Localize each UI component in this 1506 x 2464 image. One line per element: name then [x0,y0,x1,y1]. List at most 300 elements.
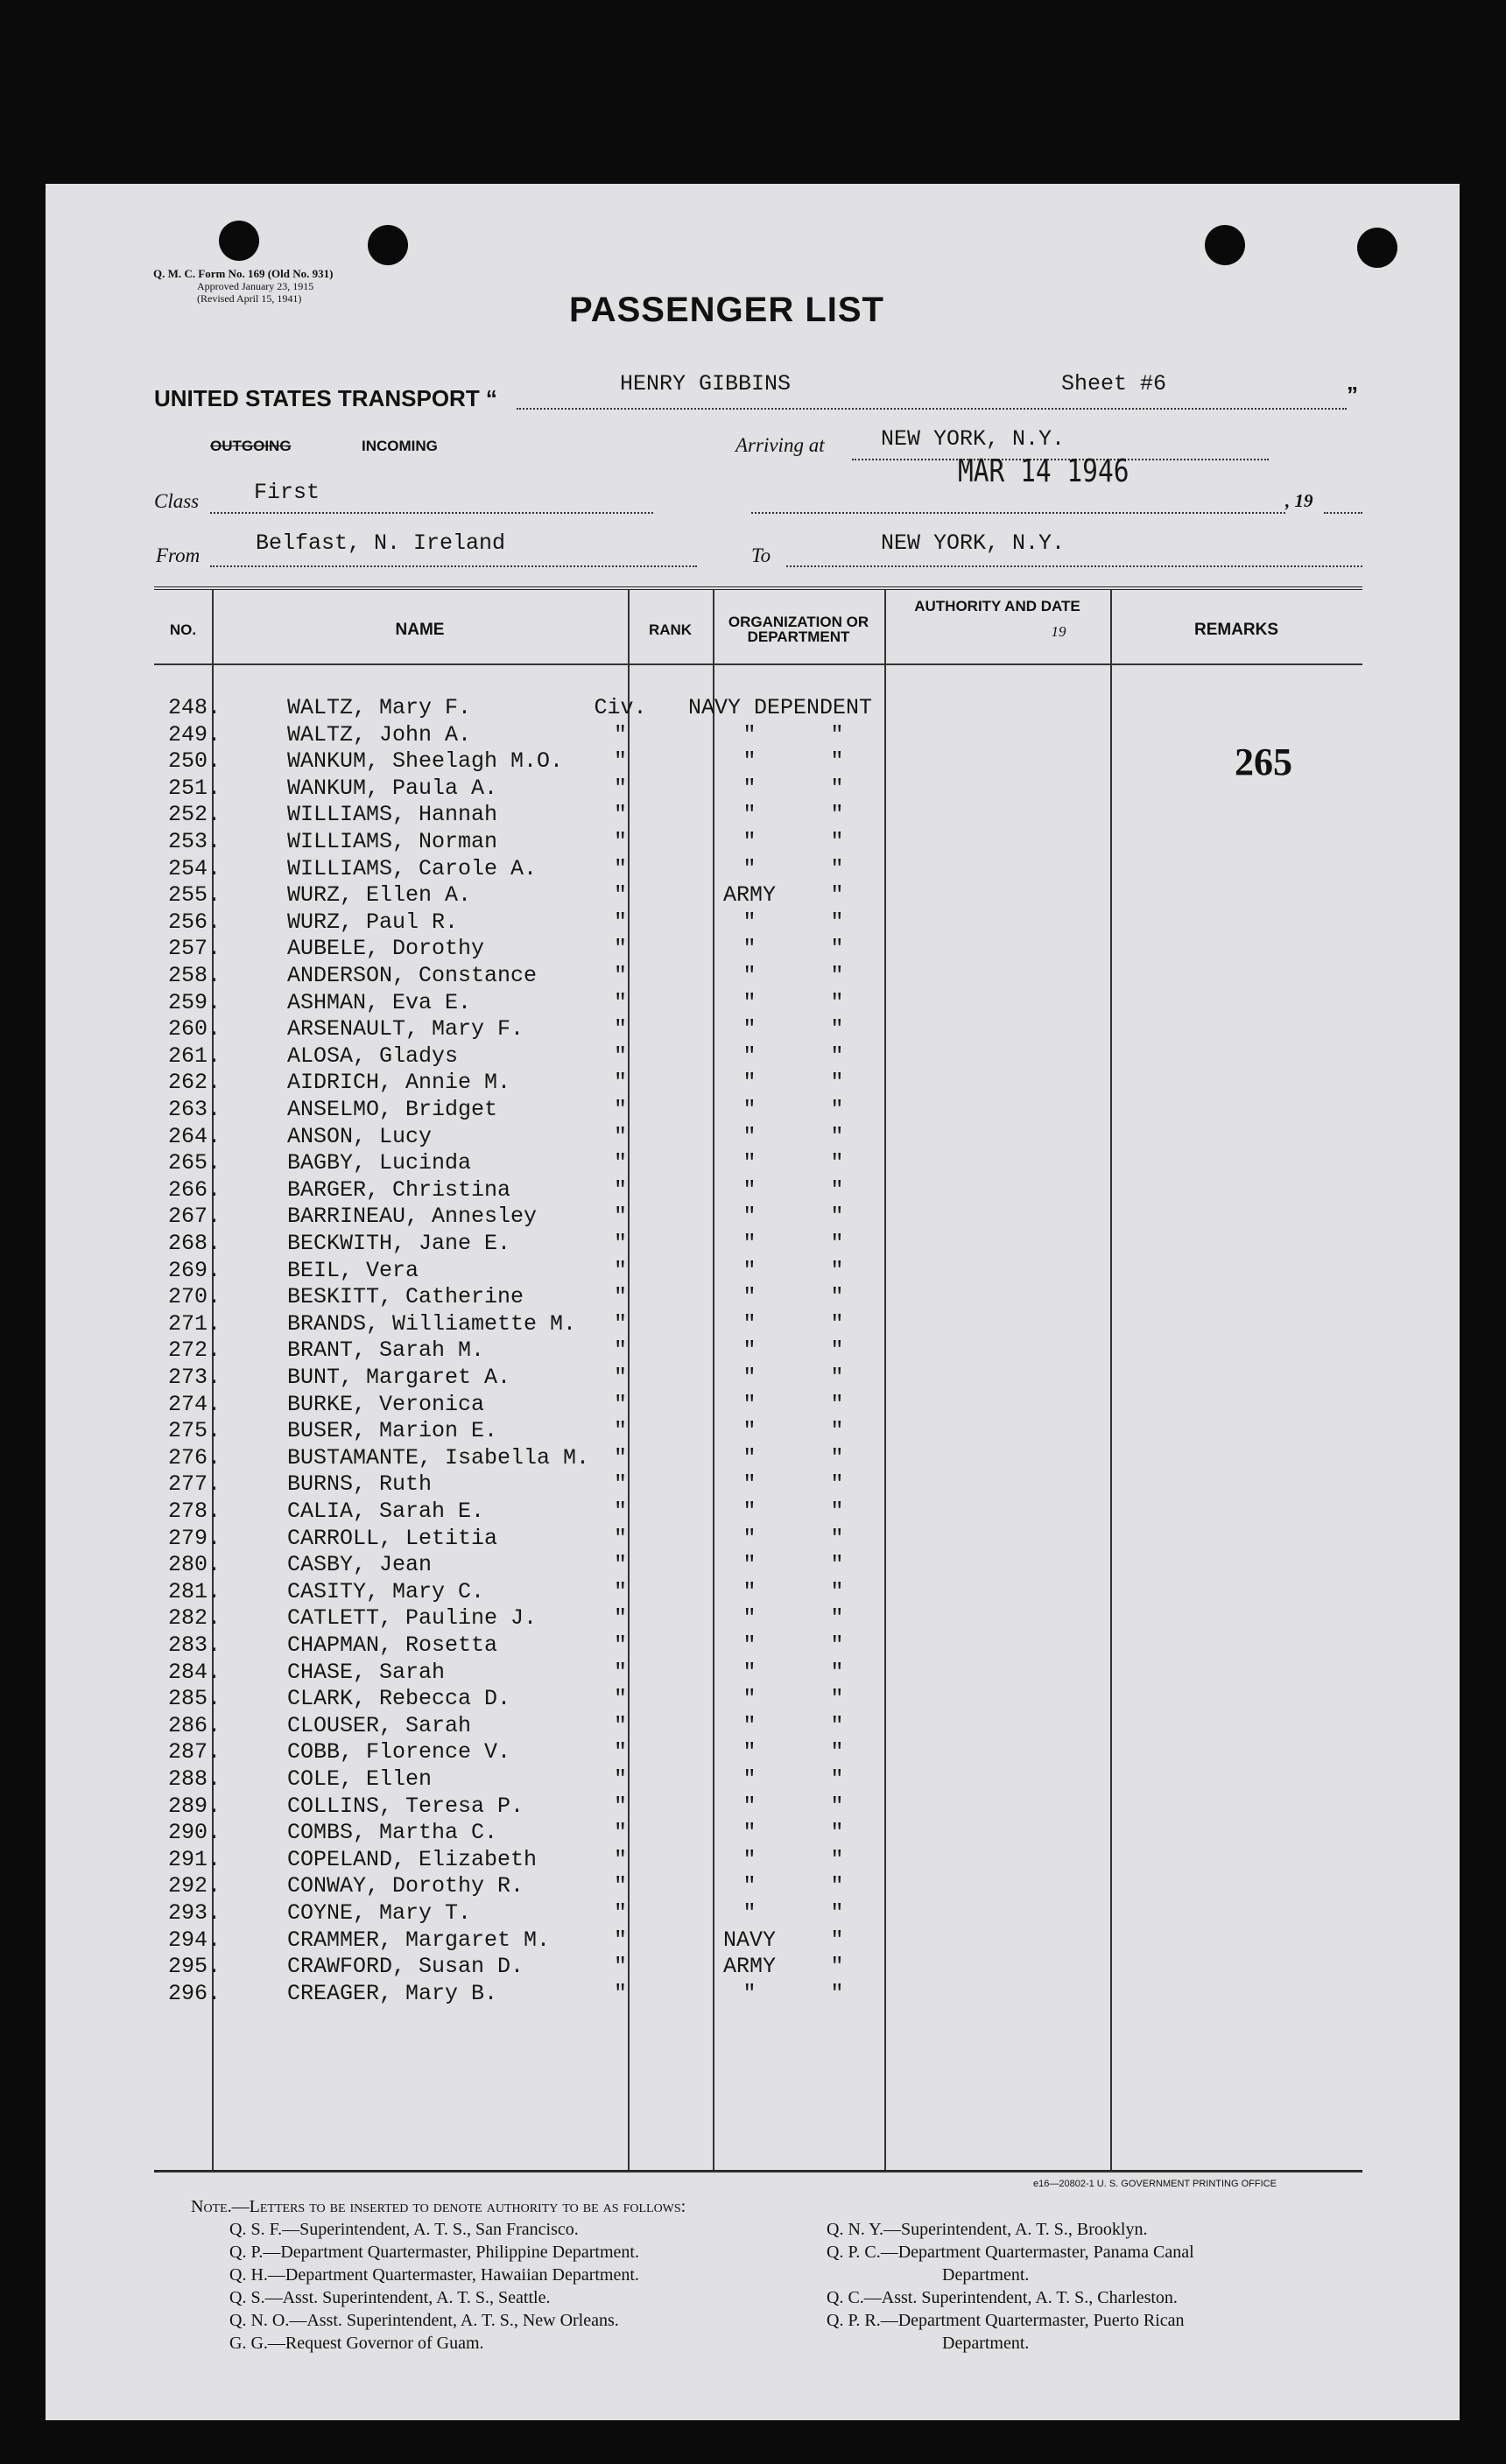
note-line: Q. P. R.—Department Quartermaster, Puerto Rican [827,2311,1185,2330]
passenger-number: 291. [167,1846,221,1872]
ship-name: HENRY GIBBINS [620,371,792,397]
note-line: G. G.—Request Governor of Guam. [229,2334,484,2353]
passenger-number: 259. [167,989,221,1015]
table-row [154,990,1362,1016]
passenger-number: 277. [167,1471,221,1498]
passenger-number: 274. [167,1391,221,1417]
passenger-rank: " [613,1042,627,1069]
passenger-rank: " [613,1632,627,1658]
passenger-name: WALTZ, Mary F. [287,695,472,720]
table-row [154,1766,1362,1793]
column-header-remarks: REMARKS [1193,620,1279,639]
punch-hole-icon [1357,228,1397,268]
column-header-no: NO. [169,621,197,638]
passenger-name: BRANT, Sarah M. [287,1337,485,1364]
outgoing-label: OUTGOING [210,438,292,454]
passenger-number: 258. [167,963,221,988]
passenger-rank: " [613,1846,627,1872]
passenger-department-ditto: " [830,748,844,775]
passenger-rank: " [613,1471,627,1498]
passenger-name: WALTZ, John A. [287,721,472,748]
table-row [154,1204,1362,1230]
table-row [154,1954,1362,1980]
passenger-name: CRAMMER, Margaret M. [287,1927,551,1953]
passenger-department-ditto: " [830,936,844,962]
form-number: Q. M. C. Form No. 169 (Old No. 931) Approved January 23, 1915 (Revised April 15, 1941) [153,267,334,305]
table-row [154,829,1362,855]
passenger-number: 253. [167,829,221,854]
passenger-number: 265. [167,1150,221,1176]
passenger-department-ditto: " [830,1310,844,1337]
passenger-number: 255. [167,882,221,909]
table-row [154,1365,1362,1391]
passenger-organization: " [742,1257,757,1283]
passenger-name: CRAWFORD, Susan D. [287,1954,524,1980]
passenger-organization: " [742,775,757,801]
table-row [154,1713,1362,1739]
passenger-table [154,586,1362,2173]
authority-label: AUTHORITY AND DATE [914,598,1080,614]
passenger-number: 294. [167,1927,221,1953]
passenger-name: CHAPMAN, Rosetta [287,1632,498,1658]
passenger-name: CHASE, Sarah [287,1659,446,1685]
passenger-name: ANDERSON, Constance [287,963,538,988]
table-row [154,1873,1362,1899]
notes-lead: Note.—Letters to be inserted to denote authority to be as follows: [191,2197,686,2216]
passenger-number: 267. [167,1204,221,1230]
to-line [786,565,1362,567]
passenger-department-ditto: " [830,989,844,1015]
passenger-department-ditto: " [830,1686,844,1712]
passenger-organization: " [742,1042,757,1069]
passenger-department-ditto: " [830,909,844,935]
passenger-name: WANKUM, Sheelagh M.O. [287,748,564,775]
passenger-rank: " [613,748,627,775]
passenger-number: 293. [167,1900,221,1926]
passenger-rank: " [613,1927,627,1953]
passenger-rank: " [613,1766,627,1792]
passenger-name: WURZ, Paul R. [287,909,459,935]
passenger-department-ditto: " [830,1150,844,1176]
table-row [154,1820,1362,1846]
passenger-department-ditto: " [830,1365,844,1390]
passenger-rank: " [613,721,627,748]
passenger-rank: " [613,1204,627,1230]
table-row [154,936,1362,962]
passenger-number: 279. [167,1525,221,1551]
passenger-rank: " [613,1552,627,1578]
table-row [154,1043,1362,1070]
passenger-number: 268. [167,1231,221,1256]
passenger-number: 251. [167,775,221,801]
table-row [154,1847,1362,1873]
passenger-name: BURNS, Ruth [287,1471,433,1498]
passenger-name: COMBS, Martha C. [287,1820,498,1846]
passenger-organization: " [742,1365,757,1390]
punch-hole-icon [368,225,408,265]
passenger-number: 296. [167,1980,221,2006]
passenger-rank: " [613,1900,627,1926]
passenger-name: BARGER, Christina [287,1176,511,1203]
passenger-rank: " [613,882,627,909]
passenger-organization: " [742,1686,757,1712]
passenger-department-ditto: " [830,1632,844,1658]
passenger-organization: " [742,1605,757,1632]
passenger-department-ditto: " [830,855,844,881]
punch-hole-icon [1205,225,1245,265]
date-stamp: MAR 14 1946 [958,453,1130,489]
passenger-organization: " [742,1980,757,2006]
passenger-department-ditto: " [830,1659,844,1685]
passenger-name: COLLINS, Teresa P. [287,1793,524,1819]
passenger-name: CALIA, Sarah E. [287,1499,485,1524]
passenger-department-ditto: " [830,1016,844,1042]
from-line [210,565,697,567]
passenger-rank: " [613,1739,627,1766]
passenger-rank: " [613,1365,627,1390]
passenger-number: 269. [167,1257,221,1283]
passenger-rank: " [613,1257,627,1283]
note-line: Q. S. F.—Superintendent, A. T. S., San Francisco. [229,2220,579,2239]
passenger-organization: " [742,802,757,828]
passenger-name: BURKE, Veronica [287,1391,485,1417]
table-row [154,1686,1362,1712]
passenger-name: BECKWITH, Jane E. [287,1231,511,1256]
passenger-organization: " [742,1525,757,1551]
passenger-rank: " [613,909,627,935]
passenger-organization: " [742,1900,757,1926]
passenger-rank: " [613,829,627,854]
passenger-name: CATLETT, Pauline J. [287,1605,538,1632]
passenger-organization: " [742,1231,757,1256]
passenger-department-ditto: " [830,1070,844,1096]
passenger-number: 278. [167,1499,221,1524]
passenger-number: 266. [167,1176,221,1203]
passenger-organization: " [742,1712,757,1738]
passenger-rank: " [613,1980,627,2006]
passenger-name: ASHMAN, Eva E. [287,989,472,1015]
passenger-organization: " [742,1552,757,1578]
passenger-organization: " [742,855,757,881]
passenger-department-ditto: " [830,802,844,828]
passenger-department-ditto: " [830,1578,844,1604]
table-row [154,1231,1362,1257]
class-line [210,512,653,514]
passenger-organization: " [742,1632,757,1658]
passenger-department-ditto: " [830,1337,844,1364]
note-line: Q. P. C.—Department Quartermaster, Panama Canal [827,2243,1194,2262]
passenger-organization: " [742,1176,757,1203]
passenger-department-ditto: " [830,1284,844,1310]
passenger-number: 254. [167,855,221,881]
table-row [154,1632,1362,1659]
passenger-number: 260. [167,1016,221,1042]
passenger-organization: " [742,1310,757,1337]
table-row [154,1794,1362,1820]
passenger-rank: " [613,1284,627,1310]
note-line: Q. P.—Department Quartermaster, Philippine Department. [229,2243,639,2262]
passenger-name: WILLIAMS, Norman [287,829,498,854]
table-row [154,802,1362,828]
punch-hole-icon [219,221,259,261]
notes-left [191,2195,686,2355]
column-header-authority [884,599,1110,660]
year-label: , 19 [1285,490,1313,511]
passenger-rank: " [613,1391,627,1417]
passenger-name: BARRINEAU, Annesley [287,1204,538,1230]
passenger-department-ditto: " [830,1927,844,1953]
passenger-rank: " [613,1873,627,1899]
passenger-department-ditto: " [830,775,844,801]
transport-close: ” [1347,382,1358,408]
passenger-number: 261. [167,1042,221,1069]
passenger-name: AUBELE, Dorothy [287,936,485,962]
passenger-name: BUSTAMANTE, Isabella M. [287,1444,590,1471]
passenger-department-ditto: " [830,1873,844,1899]
table-row [154,1445,1362,1471]
table-row [154,1552,1362,1578]
passenger-department-ditto: " [830,1525,844,1551]
passenger-name: COPELAND, Elizabeth [287,1846,538,1872]
passenger-number: 248. [167,695,221,720]
passenger-department-ditto: " [830,1793,844,1819]
passenger-rank: " [613,989,627,1015]
passenger-name: COBB, Florence V. [287,1739,511,1766]
passenger-name: ALOSA, Gladys [287,1042,459,1069]
class-label: Class [154,490,200,512]
note-line: Q. N. Y.—Superintendent, A. T. S., Brooklyn. [827,2220,1148,2239]
passenger-name: COLE, Ellen [287,1766,433,1792]
passenger-name: WANKUM, Paula A. [287,775,498,801]
passenger-department-ditto: " [830,1444,844,1471]
passenger-department-ditto: " [830,1605,844,1632]
passenger-number: 271. [167,1310,221,1337]
table-row [154,1284,1362,1310]
passenger-number: 273. [167,1365,221,1390]
passenger-rank: " [613,1954,627,1980]
passenger-name: BEIL, Vera [287,1257,419,1283]
passenger-organization: " [742,748,757,775]
passenger-rank: " [613,1418,627,1444]
passenger-number: 262. [167,1070,221,1096]
passenger-number: 282. [167,1605,221,1632]
passenger-organization: " [742,989,757,1015]
table-row [154,1739,1362,1766]
passenger-organization: " [742,963,757,988]
passenger-organization: " [742,1391,757,1417]
passenger-number: 295. [167,1954,221,1980]
passenger-organization: " [742,1499,757,1524]
passenger-name: BESKITT, Catherine [287,1284,524,1310]
passenger-department-ditto: " [830,1471,844,1498]
table-row [154,1392,1362,1418]
passenger-rank: " [613,1070,627,1096]
passenger-rank: " [613,1337,627,1364]
table-row [154,1097,1362,1123]
passenger-name: CLARK, Rebecca D. [287,1686,511,1712]
passenger-name: BAGBY, Lucinda [287,1150,472,1176]
passenger-number: 249. [167,721,221,748]
note-line: Q. C.—Asst. Superintendent, A. T. S., Charleston. [827,2288,1178,2307]
passenger-organization: " [742,1123,757,1149]
passenger-rank: " [613,1499,627,1524]
passenger-department-ditto: " [830,1712,844,1738]
passenger-rank: " [613,802,627,828]
passenger-department-ditto: " [830,1980,844,2006]
passenger-name: ARSENAULT, Mary F. [287,1016,524,1042]
passenger-number: 281. [167,1578,221,1604]
passenger-department-ditto: " [830,1204,844,1230]
passenger-name: BUNT, Margaret A. [287,1365,511,1390]
passenger-organization: " [742,1418,757,1444]
passenger-department-ditto: " [830,1391,844,1417]
passenger-number: 284. [167,1659,221,1685]
passenger-rank: " [613,1686,627,1712]
passenger-department-ditto: " [830,1499,844,1524]
note-line: Department. [942,2265,1030,2285]
arriving-label: Arriving at [735,434,825,456]
table-row [154,1579,1362,1605]
passenger-organization: " [742,1016,757,1042]
passenger-rank: " [613,1444,627,1471]
table-row [154,1927,1362,1954]
passenger-organization: " [742,1766,757,1792]
arriving-port: NEW YORK, N.Y. [881,426,1066,452]
note-line: Q. N. O.—Asst. Superintendent, A. T. S., New Orleans. [229,2311,619,2330]
passenger-number: 275. [167,1418,221,1444]
passenger-name: CARROLL, Letitia [287,1525,498,1551]
passenger-name: ANSON, Lucy [287,1123,433,1149]
table-row [154,1150,1362,1176]
passenger-name: CONWAY, Dorothy R. [287,1873,524,1899]
note-line: Q. H.—Department Quartermaster, Hawaiian Department. [229,2265,639,2285]
passenger-organization: " [742,1820,757,1846]
passenger-department-ditto: " [830,1231,844,1256]
table-row [154,882,1362,909]
remarks-count: 265 [1235,741,1292,783]
passenger-organization: " [742,1659,757,1685]
passenger-department-ditto: " [830,882,844,909]
passenger-rank: " [613,1820,627,1846]
passenger-organization: " [742,909,757,935]
table-row [154,1605,1362,1632]
passenger-organization: " [742,1097,757,1122]
passenger-rank: " [613,1659,627,1685]
passenger-organization: " [742,1739,757,1766]
table-row [154,695,1362,721]
passenger-number: 272. [167,1337,221,1364]
table-row [154,748,1362,775]
passenger-name: CREAGER, Mary B. [287,1980,498,2006]
passenger-number: 289. [167,1793,221,1819]
passenger-organization: " [742,1444,757,1471]
page-title: PASSENGER LIST [569,291,884,329]
passenger-department-ditto: " [830,1846,844,1872]
to-label: To [751,544,771,566]
passenger-rank: " [613,1605,627,1632]
passenger-department-ditto: " [830,1739,844,1766]
passenger-department-ditto: " [830,1954,844,1980]
passenger-name: WURZ, Ellen A. [287,882,472,909]
passenger-name: CLOUSER, Sarah [287,1712,472,1738]
passenger-name: BUSER, Marion E. [287,1418,498,1444]
table-row [154,1016,1362,1042]
passenger-name: AIDRICH, Annie M. [287,1070,511,1096]
header-divider [154,663,1362,665]
passenger-rank: " [613,1176,627,1203]
table-row [154,776,1362,802]
passenger-number: 286. [167,1712,221,1738]
transport-line [517,408,1347,410]
table-row [154,1258,1362,1284]
passenger-number: 257. [167,936,221,962]
printer-imprint: e16—20802-1 U. S. GOVERNMENT PRINTING OFFICE [1033,2179,1277,2189]
passenger-organization: " [742,1204,757,1230]
passenger-rank: " [613,1150,627,1176]
passenger-name: CASBY, Jean [287,1552,433,1578]
table-row [154,722,1362,748]
passenger-organization: " [742,1150,757,1176]
passenger-organization: " [742,721,757,748]
passenger-rank: " [613,1123,627,1149]
passenger-number: 264. [167,1123,221,1149]
note-line: Q. S.—Asst. Superintendent, A. T. S., Seattle. [229,2288,551,2307]
passenger-number: 290. [167,1820,221,1846]
column-header-name: NAME [395,620,445,639]
table-row [154,1124,1362,1150]
passenger-rank: " [613,1712,627,1738]
table-row [154,1660,1362,1686]
passenger-name: BRANDS, Williamette M. [287,1310,577,1337]
passenger-number: 276. [167,1444,221,1471]
passenger-department-ditto: " [830,963,844,988]
passenger-rank: Civ. [594,695,647,720]
passenger-organization: " [742,1578,757,1604]
date-line [751,512,1285,514]
passenger-department-ditto: " [830,1097,844,1122]
column-header-rank: RANK [648,621,693,638]
passenger-department-ditto: " [830,1552,844,1578]
passenger-number: 283. [167,1632,221,1658]
passenger-rank: " [613,1793,627,1819]
passenger-rank: " [613,1097,627,1122]
passenger-organization: " [742,1284,757,1310]
passenger-name: CASITY, Mary C. [287,1578,485,1604]
passenger-organization: ARMY [722,882,776,909]
passenger-number: 285. [167,1686,221,1712]
passenger-organization: " [742,829,757,854]
passenger-rank: " [613,1310,627,1337]
passenger-name: WILLIAMS, Hannah [287,802,498,828]
sheet-number: Sheet #6 [1061,371,1167,397]
table-row [154,1900,1362,1927]
table-row [154,1177,1362,1204]
passenger-name: COYNE, Mary T. [287,1900,472,1926]
table-row [154,1471,1362,1498]
passenger-rank: " [613,775,627,801]
column-header-organization: ORGANIZATION OR DEPARTMENT [728,614,869,645]
table-row [154,1499,1362,1525]
passenger-rank: " [613,1016,627,1042]
from-port: Belfast, N. Ireland [256,530,506,556]
table-row [154,1337,1362,1364]
passenger-rank: " [613,963,627,988]
passenger-rank: " [613,936,627,962]
passenger-department-ditto: " [830,721,844,748]
table-row [154,1981,1362,2007]
from-label: From [156,544,201,566]
passenger-rank: " [613,1231,627,1256]
